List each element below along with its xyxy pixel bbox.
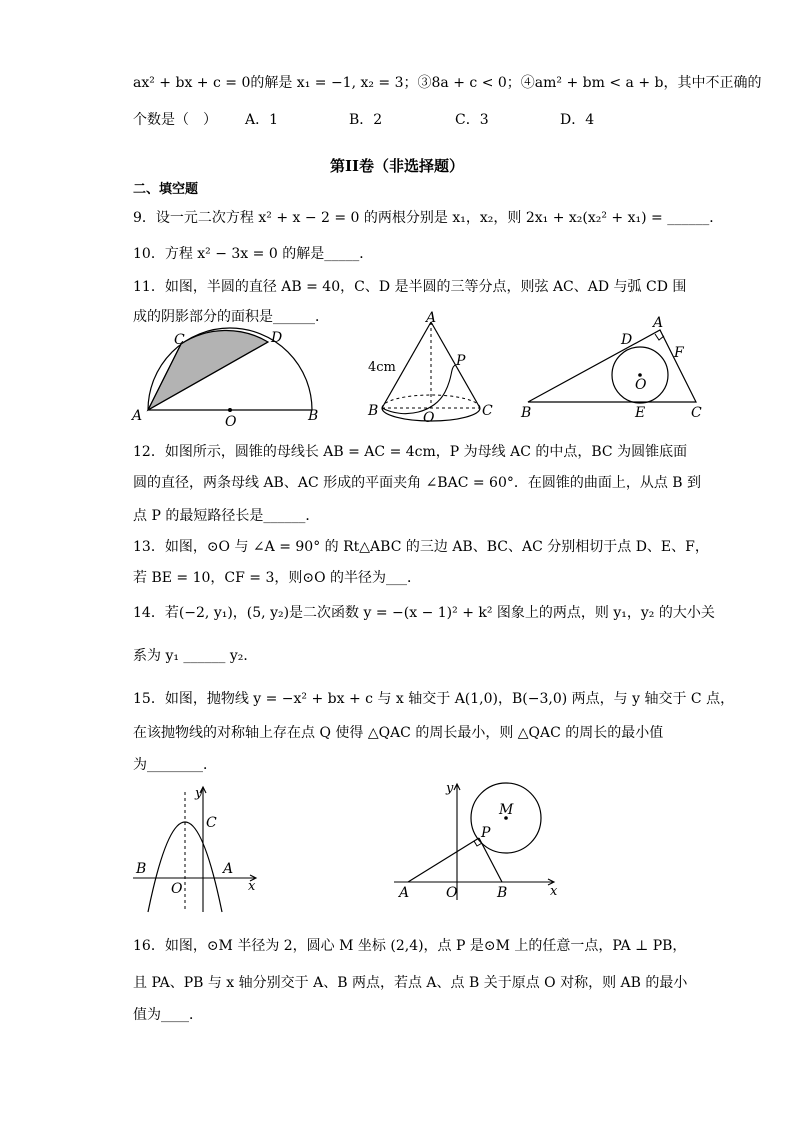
question-12-line1: 12．如图所示，圆锥的母线长 AB = AC = 4cm，P 为母线 AC 的中点，BC 为圆锥底面: [133, 444, 688, 460]
label-b: B: [368, 403, 379, 419]
option-d: D．4: [560, 112, 595, 128]
q8-line1: ax² + bx + c = 0的解是 x₁ = −1, x₂ = 3；③8a + c < 0；④am² + bm < a + b，其中不正确的: [133, 75, 762, 91]
question-11-line1: 11．如图，半圆的直径 AB = 40，C、D 是半圆的三等分点，则弦 AC、AD 与弧 CD 围: [133, 279, 687, 295]
question-16-line1: 16．如图，⊙M 半径为 2，圆心 M 坐标 (2,4)，点 P 是⊙M 上的任意一点，PA ⊥ PB，: [133, 938, 687, 954]
option-a: A．1: [245, 112, 279, 128]
label-y: y: [446, 781, 454, 796]
label-o: O: [423, 410, 435, 426]
question-11-line2: 成的阴影部分的面积是______．: [133, 309, 329, 325]
question-13-line1: 13．如图，⊙O 与 ∠A = 90° 的 Rt△ABC 的三边 AB、BC、AC 分别相切于点 D、E、F，: [133, 539, 709, 555]
label-e: E: [635, 405, 646, 421]
question-15-line2: 在该抛物线的对称轴上存在点 Q 使得 △QAC 的周长最小，则 △QAC 的周长的最小值: [133, 725, 664, 741]
question-15-line3: 为________．: [133, 757, 217, 773]
label-o: O: [171, 881, 183, 897]
semicircle-figure: [128, 328, 328, 430]
label-c: C: [174, 332, 185, 348]
label-o: O: [225, 414, 237, 430]
incircle-figure: [518, 312, 713, 422]
label-b: B: [136, 861, 147, 877]
question-13-line2: 若 BE = 10，CF = 3，则⊙O 的半径为___．: [133, 570, 422, 586]
label-a: A: [653, 315, 664, 331]
label-a: A: [223, 861, 234, 877]
label-x: x: [550, 884, 558, 899]
option-b: B．2: [349, 112, 383, 128]
question-15-line1: 15．如图，抛物线 y = −x² + bx + c 与 x 轴交于 A(1,0)，B(−3,0) 两点，与 y 轴交于 C 点，: [133, 691, 735, 707]
question-16-line2: 且 PA、PB 与 x 轴分别交于 A、B 两点，若点 A、点 B 关于原点 O 对称，则 AB 的最小: [133, 975, 688, 991]
label-a: A: [426, 310, 437, 326]
label-c: C: [691, 405, 702, 421]
option-c: C．3: [455, 112, 489, 128]
label-a: A: [132, 408, 143, 424]
question-16-line3: 值为____．: [133, 1007, 203, 1023]
label-f: F: [674, 345, 684, 361]
question-9: 9．设一元二次方程 x² + x − 2 = 0 的两根分别是 x₁，x₂，则 2x₁ + x₂(x₂² + x₁) = ______．: [133, 210, 724, 226]
label-b: B: [308, 408, 319, 424]
label-y: y: [195, 786, 203, 801]
question-12-line2: 圆的直径，两条母线 AB、AC 形成的平面夹角 ∠BAC = 60°．在圆锥的曲面上，从点 B 到: [133, 475, 702, 491]
label-b: B: [521, 405, 532, 421]
question-14-line1: 14．若(−2, y₁)，(5, y₂)是二次函数 y = −(x − 1)² + k² 图象上的两点，则 y₁，y₂ 的大小关: [133, 605, 715, 621]
label-c: C: [206, 815, 217, 831]
label-p: P: [481, 825, 491, 841]
question-12-line3: 点 P 的最短路径长是______．: [133, 508, 320, 524]
label-x: x: [248, 879, 256, 894]
label-m: M: [499, 802, 514, 818]
label-a: A: [399, 885, 410, 901]
section-title: 第II卷（非选择题）: [329, 157, 465, 175]
label-d: D: [271, 330, 283, 346]
label-d: D: [621, 332, 633, 348]
question-10: 10．方程 x² − 3x = 0 的解是_____．: [133, 246, 374, 262]
label-o: O: [446, 885, 458, 901]
label-c: C: [482, 403, 493, 419]
label-b: B: [497, 885, 508, 901]
label-length: 4cm: [368, 360, 396, 375]
question-14-line2: 系为 y₁ ______ y₂．: [133, 648, 258, 664]
label-o: O: [635, 377, 647, 393]
q8-line2: 个数是（ ）: [133, 112, 217, 128]
label-p: P: [456, 353, 466, 369]
section-heading: 二、填空题: [133, 182, 199, 197]
cone-figure: [365, 312, 500, 424]
circle-m-figure: [392, 778, 567, 903]
parabola-figure: [128, 782, 268, 917]
